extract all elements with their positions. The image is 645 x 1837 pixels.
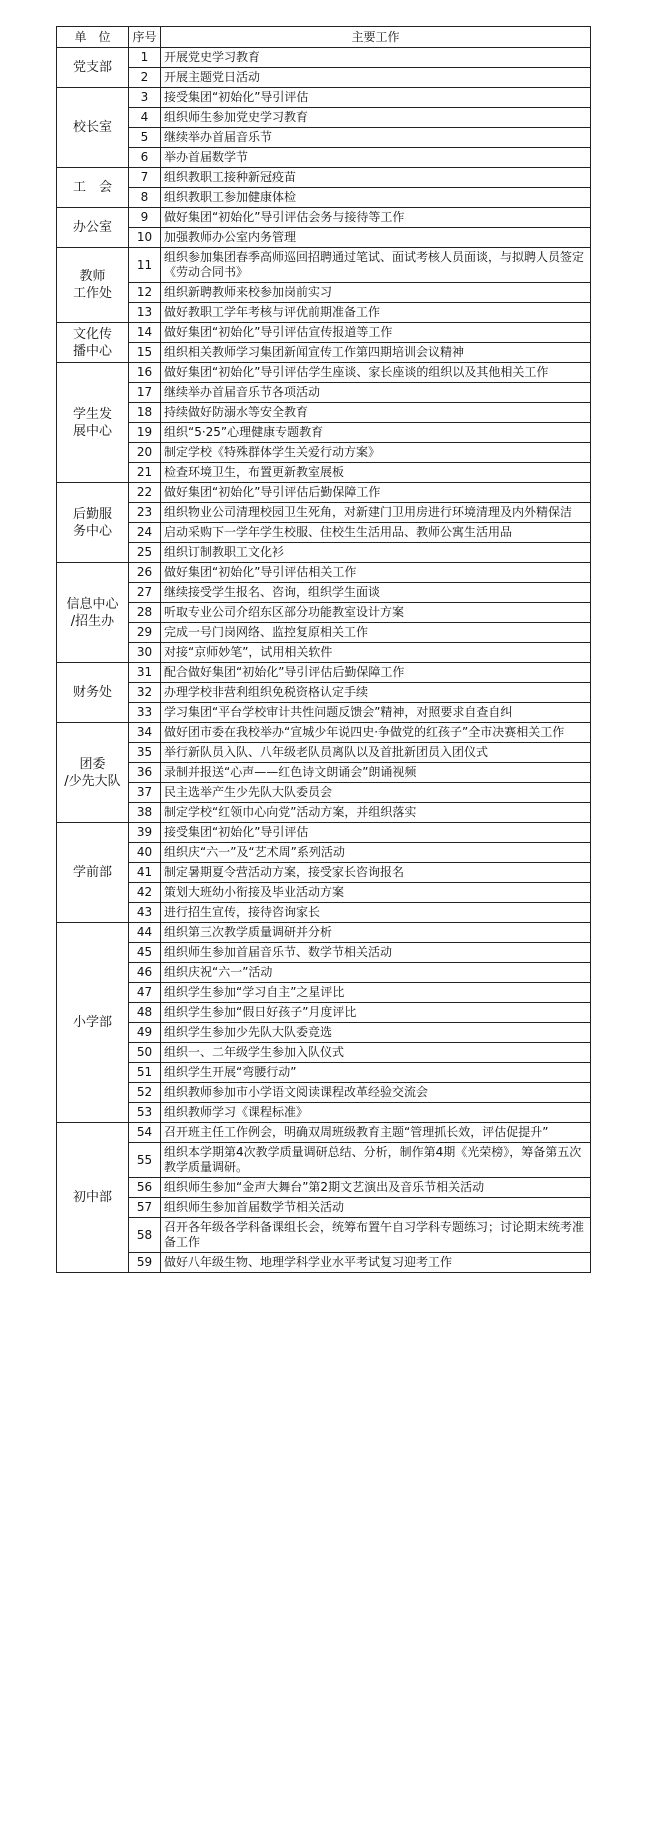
task-cell: 做好集团“初始化”导引评估宣传报道等工作 (161, 323, 591, 343)
table-row (57, 983, 591, 1003)
table-row (57, 108, 591, 128)
table-row (57, 148, 591, 168)
table-row (57, 48, 591, 68)
table-row (57, 423, 591, 443)
table-row (57, 1023, 591, 1043)
task-cell: 做好教职工学年考核与评优前期准备工作 (161, 303, 591, 323)
number-cell: 23 (129, 503, 161, 523)
task-cell: 组织教职工接种新冠疫苗 (161, 168, 591, 188)
table-row (57, 248, 591, 283)
number-cell: 43 (129, 903, 161, 923)
table-row (57, 1198, 591, 1218)
task-cell: 制定学校《特殊群体学生关爱行动方案》 (161, 443, 591, 463)
unit-cell: 工 会 (57, 168, 129, 208)
number-cell: 57 (129, 1198, 161, 1218)
table-row (57, 763, 591, 783)
table-row (57, 683, 591, 703)
task-cell: 开展党史学习教育 (161, 48, 591, 68)
task-cell: 检查环境卫生，布置更新教室展板 (161, 463, 591, 483)
number-cell: 31 (129, 663, 161, 683)
table-row (57, 363, 591, 383)
table-row (57, 88, 591, 108)
table-row (57, 208, 591, 228)
table-row (57, 923, 591, 943)
table-row (57, 603, 591, 623)
number-cell: 18 (129, 403, 161, 423)
unit-cell: 信息中心 /招生办 (57, 563, 129, 663)
table-row (57, 228, 591, 248)
number-cell: 27 (129, 583, 161, 603)
number-cell: 42 (129, 883, 161, 903)
number-cell: 28 (129, 603, 161, 623)
number-cell: 4 (129, 108, 161, 128)
number-cell: 21 (129, 463, 161, 483)
task-cell: 组织第三次教学质量调研并分析 (161, 923, 591, 943)
number-cell: 37 (129, 783, 161, 803)
task-cell: 配合做好集团“初始化”导引评估后勤保障工作 (161, 663, 591, 683)
unit-cell: 党支部 (57, 48, 129, 88)
number-cell: 54 (129, 1123, 161, 1143)
table-row (57, 1103, 591, 1123)
table-row (57, 1083, 591, 1103)
task-cell: 组织学生开展“弯腰行动” (161, 1063, 591, 1083)
task-cell: 做好集团“初始化”导引评估后勤保障工作 (161, 483, 591, 503)
unit-cell: 文化传 播中心 (57, 323, 129, 363)
task-cell: 组织本学期第4次教学质量调研总结、分析，制作第4期《光荣榜》，筹备第五次教学质量调研。 (161, 1143, 591, 1178)
table-row (57, 1178, 591, 1198)
number-cell: 32 (129, 683, 161, 703)
task-cell: 组织教师参加市小学语文阅读课程改革经验交流会 (161, 1083, 591, 1103)
task-cell: 做好八年级生物、地理学科学业水平考试复习迎考工作 (161, 1253, 591, 1273)
number-cell: 38 (129, 803, 161, 823)
task-cell: 组织物业公司清理校园卫生死角，对新建门卫用房进行环境清理及内外精保洁 (161, 503, 591, 523)
work-plan-table (56, 26, 591, 1273)
table-row (57, 623, 591, 643)
number-cell: 19 (129, 423, 161, 443)
number-cell: 14 (129, 323, 161, 343)
task-cell: 举行新队员入队、八年级老队员离队以及首批新团员入团仪式 (161, 743, 591, 763)
unit-cell: 小学部 (57, 923, 129, 1123)
table-row (57, 68, 591, 88)
number-cell: 1 (129, 48, 161, 68)
number-cell: 59 (129, 1253, 161, 1273)
unit-cell: 办公室 (57, 208, 129, 248)
task-cell: 召开各年级各学科备课组长会，统筹布置午自习学科专题练习；讨论期末统考准备工作 (161, 1218, 591, 1253)
task-cell: 组织教职工参加健康体检 (161, 188, 591, 208)
table-row (57, 503, 591, 523)
table-row (57, 1043, 591, 1063)
table-row (57, 383, 591, 403)
table-row (57, 323, 591, 343)
table-row (57, 583, 591, 603)
task-cell: 加强教师办公室内务管理 (161, 228, 591, 248)
task-cell: 组织相关教师学习集团新闻宣传工作第四期培训会议精神 (161, 343, 591, 363)
table-row (57, 1003, 591, 1023)
task-cell: 组织师生参加“金声大舞台”第2期文艺演出及音乐节相关活动 (161, 1178, 591, 1198)
table-row (57, 823, 591, 843)
number-cell: 16 (129, 363, 161, 383)
table-row (57, 743, 591, 763)
table-row (57, 343, 591, 363)
number-cell: 9 (129, 208, 161, 228)
task-cell: 继续接受学生报名、咨询，组织学生面谈 (161, 583, 591, 603)
table-row (57, 903, 591, 923)
table-row (57, 128, 591, 148)
number-cell: 36 (129, 763, 161, 783)
task-cell: 做好集团“初始化”导引评估会务与接待等工作 (161, 208, 591, 228)
table-row (57, 443, 591, 463)
task-cell: 组织庆“六一”及“艺术周”系列活动 (161, 843, 591, 863)
header-main-work: 主要工作 (161, 27, 591, 48)
table-row (57, 563, 591, 583)
number-cell: 30 (129, 643, 161, 663)
task-cell: 对接“京师妙笔”，试用相关软件 (161, 643, 591, 663)
task-cell: 办理学校非营利组织免税资格认定手续 (161, 683, 591, 703)
task-cell: 组织学生参加“假日好孩子”月度评比 (161, 1003, 591, 1023)
unit-cell: 团委 /少先大队 (57, 723, 129, 823)
number-cell: 39 (129, 823, 161, 843)
table-row (57, 943, 591, 963)
number-cell: 8 (129, 188, 161, 208)
number-cell: 53 (129, 1103, 161, 1123)
table-row (57, 1218, 591, 1253)
task-cell: 学习集团“平台学校审计共性问题反馈会”精神，对照要求自查自纠 (161, 703, 591, 723)
number-cell: 12 (129, 283, 161, 303)
table-row (57, 723, 591, 743)
table-row (57, 783, 591, 803)
task-cell: 持续做好防溺水等安全教育 (161, 403, 591, 423)
task-cell: 组织教师学习《课程标准》 (161, 1103, 591, 1123)
task-cell: 进行招生宣传，接待咨询家长 (161, 903, 591, 923)
unit-cell: 财务处 (57, 663, 129, 723)
number-cell: 41 (129, 863, 161, 883)
task-cell: 完成一号门岗网络、监控复原相关工作 (161, 623, 591, 643)
table-row (57, 403, 591, 423)
number-cell: 7 (129, 168, 161, 188)
task-cell: 听取专业公司介绍东区部分功能教室设计方案 (161, 603, 591, 623)
task-cell: 组织一、二年级学生参加入队仪式 (161, 1043, 591, 1063)
number-cell: 3 (129, 88, 161, 108)
table-header-row (57, 27, 591, 48)
task-cell: 组织新聘教师来校参加岗前实习 (161, 283, 591, 303)
task-cell: 召开班主任工作例会，明确双周班级教育主题“管理抓长效，评估促提升” (161, 1123, 591, 1143)
unit-cell: 校长室 (57, 88, 129, 168)
task-cell: 组织订制教职工文化衫 (161, 543, 591, 563)
number-cell: 20 (129, 443, 161, 463)
task-cell: 制定学校“红领巾心向党”活动方案，并组织落实 (161, 803, 591, 823)
number-cell: 56 (129, 1178, 161, 1198)
number-cell: 55 (129, 1143, 161, 1178)
number-cell: 45 (129, 943, 161, 963)
task-cell: 录制并报送“心声——红色诗文朗诵会”朗诵视频 (161, 763, 591, 783)
table-row (57, 703, 591, 723)
table-row (57, 463, 591, 483)
task-cell: 组织师生参加首届音乐节、数学节相关活动 (161, 943, 591, 963)
task-cell: 开展主题党日活动 (161, 68, 591, 88)
table-row (57, 883, 591, 903)
number-cell: 22 (129, 483, 161, 503)
number-cell: 34 (129, 723, 161, 743)
number-cell: 52 (129, 1083, 161, 1103)
table-row (57, 643, 591, 663)
task-cell: 民主选举产生少先队大队委员会 (161, 783, 591, 803)
number-cell: 33 (129, 703, 161, 723)
header-number: 序号 (129, 27, 161, 48)
task-cell: 接受集团“初始化”导引评估 (161, 823, 591, 843)
task-cell: 组织学生参加少先队大队委竞选 (161, 1023, 591, 1043)
header-unit: 单 位 (57, 27, 129, 48)
table-row (57, 1063, 591, 1083)
table-row (57, 1143, 591, 1178)
number-cell: 25 (129, 543, 161, 563)
table-row (57, 803, 591, 823)
number-cell: 24 (129, 523, 161, 543)
number-cell: 47 (129, 983, 161, 1003)
task-cell: 组织庆祝“六一”活动 (161, 963, 591, 983)
task-cell: 启动采购下一学年学生校服、住校生生活用品、教师公寓生活用品 (161, 523, 591, 543)
unit-cell: 教师 工作处 (57, 248, 129, 323)
task-cell: 做好集团“初始化”导引评估学生座谈、家长座谈的组织以及其他相关工作 (161, 363, 591, 383)
task-cell: 继续举办首届音乐节 (161, 128, 591, 148)
number-cell: 6 (129, 148, 161, 168)
unit-cell: 后勤服 务中心 (57, 483, 129, 563)
unit-cell: 初中部 (57, 1123, 129, 1273)
number-cell: 58 (129, 1218, 161, 1253)
number-cell: 44 (129, 923, 161, 943)
number-cell: 35 (129, 743, 161, 763)
number-cell: 48 (129, 1003, 161, 1023)
task-cell: 做好集团“初始化”导引评估相关工作 (161, 563, 591, 583)
number-cell: 13 (129, 303, 161, 323)
number-cell: 2 (129, 68, 161, 88)
table-row (57, 483, 591, 503)
task-cell: 继续举办首届音乐节各项活动 (161, 383, 591, 403)
table-row (57, 168, 591, 188)
table-row (57, 863, 591, 883)
number-cell: 49 (129, 1023, 161, 1043)
task-cell: 组织师生参加首届数学节相关活动 (161, 1198, 591, 1218)
task-cell: 举办首届数学节 (161, 148, 591, 168)
task-cell: 组织“5·25”心理健康专题教育 (161, 423, 591, 443)
task-cell: 策划大班幼小衔接及毕业活动方案 (161, 883, 591, 903)
number-cell: 11 (129, 248, 161, 283)
number-cell: 10 (129, 228, 161, 248)
table-body (57, 48, 591, 1273)
task-cell: 组织学生参加“学习自主”之星评比 (161, 983, 591, 1003)
table-row (57, 1123, 591, 1143)
task-cell: 接受集团“初始化”导引评估 (161, 88, 591, 108)
unit-cell: 学生发 展中心 (57, 363, 129, 483)
table-row (57, 523, 591, 543)
table-row (57, 963, 591, 983)
number-cell: 40 (129, 843, 161, 863)
number-cell: 50 (129, 1043, 161, 1063)
number-cell: 51 (129, 1063, 161, 1083)
table-row (57, 543, 591, 563)
work-plan-document (56, 26, 590, 1273)
number-cell: 5 (129, 128, 161, 148)
table-row (57, 303, 591, 323)
task-cell: 组织师生参加党史学习教育 (161, 108, 591, 128)
task-cell: 制定暑期夏令营活动方案，接受家长咨询报名 (161, 863, 591, 883)
number-cell: 15 (129, 343, 161, 363)
table-row (57, 1253, 591, 1273)
task-cell: 组织参加集团春季高师巡回招聘通过笔试、面试考核人员面谈，与拟聘人员签定《劳动合同书》 (161, 248, 591, 283)
unit-cell: 学前部 (57, 823, 129, 923)
number-cell: 26 (129, 563, 161, 583)
table-row (57, 663, 591, 683)
number-cell: 29 (129, 623, 161, 643)
number-cell: 17 (129, 383, 161, 403)
table-row (57, 283, 591, 303)
table-row (57, 843, 591, 863)
number-cell: 46 (129, 963, 161, 983)
table-row (57, 188, 591, 208)
task-cell: 做好团市委在我校举办“宣城少年说四史·争做党的红孩子”全市决赛相关工作 (161, 723, 591, 743)
